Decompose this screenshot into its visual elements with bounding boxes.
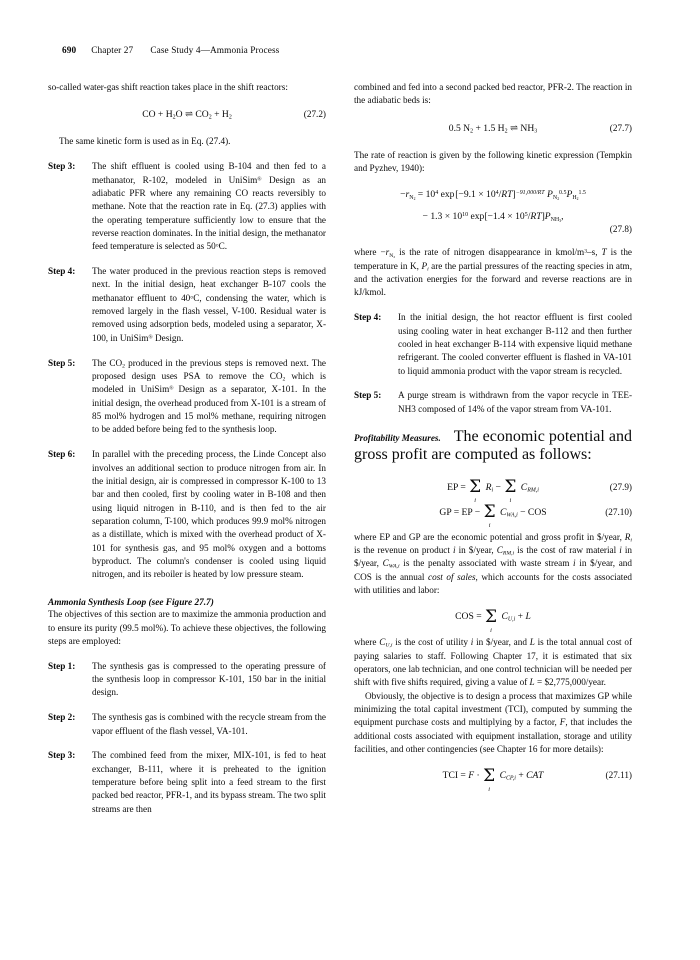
step-6-text: In parallel with the preceding process, the Linde Concept also involves an additional section to produce nitrogen from air. In the initial design, air is compressed in compressor K-100 to 13 bar and then cooled, first by cooling water in B-108 and then using liquid nitrogen in B-110, and is then fed to the air separation column, T-100, which produces 99.9 mol% nitrogen as a distillate, which is mixed with the overhead product of X-101 for synthesis gas, and 95 mol% oxygen and a bottoms byproduct. The column's condenser is cooled using liquid nitrogen, and its reboiler is heated by low pressure steam.	[92, 449, 326, 580]
loop-step-2-text: The synthesis gas is combined with the recycle stream from the vapor effluent of the flash vessel, VA-101.	[92, 712, 326, 736]
equation-cos-body: COS = Σ i $C_{U,i} + L$	[455, 607, 531, 635]
equation-27-8	[354, 187, 632, 234]
equation-27-10-number: (27.10)	[605, 506, 632, 517]
continuation-paragraph: combined and fed into a second packed bed reactor, PFR-2. The reaction in the adiabatic beds is:	[354, 82, 632, 106]
running-head	[62, 46, 652, 60]
step-6-label: Step 6:	[48, 449, 76, 460]
step-4	[48, 265, 326, 345]
right-step-4-text: In the initial design, the hot reactor effluent is first cooled using cooling water in heat exchanger B-112 and then further cooled in heat exchanger B-114 with expensive liquid methane refrigerant. The cooled converter effluent is flashed in VA-101 to liquid ammonia product with the vapor stream is recycled.	[398, 312, 632, 376]
two-column-body	[48, 81, 652, 816]
step-5-text: The $CO_2$ produced in the previous steps is removed next. The proposed design uses PSA to remove the $CO_2$ which is modeled in UniSim® Design as a separator, X-101. In the initial design, the overhead produced from X-101 is a stream of 85 mol% hydrogen and 15 mol% methane, requiring nitrogen to be added before being fed to the synthesis loop.	[92, 357, 327, 435]
equation-27-2-number: (27.2)	[303, 109, 326, 120]
loop-step-1-text: The synthesis gas is compressed to the operating pressure of the synthesis loop in compressor K-101, 150 bar in the initial design.	[92, 660, 326, 698]
section-heading-ammonia-synthesis-loop: Ammonia Synthesis Loop (see Figure 27.7)	[48, 598, 214, 609]
profitability-heading: Profitability Measures.	[354, 432, 441, 443]
equation-27-9-body: EP = Σ i $R_i$ − Σ i $C_{RM,i}$	[447, 477, 539, 505]
right-step-5	[354, 389, 632, 416]
equation-27-2-body: CO + $H_2O$ ⇌ $CO_2 + H_2$	[142, 109, 232, 121]
step-6	[48, 448, 326, 581]
equation-27-10-body: GP = EP − Σ i $C_{WA,i}$ − COS	[439, 502, 547, 530]
equation-27-11	[354, 766, 632, 794]
page-folio: 690	[62, 46, 77, 56]
section-intro: The objectives of this section are to maximize the ammonia production and to ensure its purity (99.5 mol%). To achieve these objectives, the following steps are employed:	[48, 609, 326, 646]
step-3-text: The shift effluent is cooled using B-104 and then fed to a methanator, R-102, modeled in UniSim® Design as an adiabatic PFR where any remaining CO reacts reversibly to methane. Note that the reaction rate in Eq. (27.3) applies with the operating temperature sufficiently low to ensure that the reverse reaction dominates. In the initial design, the methanator feed temperature is selected as 50°C.	[92, 161, 326, 252]
right-step-5-label: Step 5:	[354, 390, 382, 401]
objective-paragraph: Obviously, the objective is to design a process that maximizes GP while minimizing the total capital investment (TCI), computed by summing the equipment purchase costs and multiplying by a factor, F, that includes the additional costs associated with equipment installation, storage and utility facilities, and other contingencies (see Chapter 16 for more details):	[354, 690, 632, 755]
step-5	[48, 357, 326, 437]
where-cu-definition: where $C_{U,i}$ is the cost of utility i in $/year, and L is the total annual cost of paying salaries to staff. Following Chapter 17, it is estimated that six operators, one lab technician, and one control technician will be needed per shift with five shifts required, giving a value of L = $2,775,000/year.	[354, 637, 633, 688]
profitability-intro: The economic potential and gross profit are computed as follows:	[354, 427, 632, 463]
equation-cos	[354, 607, 632, 635]
rate-intro: The rate of reaction is given by the following kinetic expression (Tempkin and Pyzhev, 1940):	[354, 149, 632, 174]
where-rate-definition: where $-r_{N_2}$ is the rate of nitrogen disappearance in kmol/$m^3-s$, T is the temperature in K, $P_i$ are the partial pressures of the reacting species in atm, and the activation energies for the forward and reverse reactions are in kJ/kmol.	[354, 247, 632, 298]
equation-27-9	[354, 477, 632, 505]
equation-27-11-number: (27.11)	[605, 770, 632, 781]
equation-27-11-body: TCI = F · Σ i $C_{CP,i}$ + CAT	[442, 766, 544, 794]
step-5-label: Step 5:	[48, 357, 76, 368]
right-column	[354, 81, 632, 816]
loop-step-1	[48, 660, 326, 700]
equation-27-2	[48, 107, 326, 122]
loop-step-2	[48, 711, 326, 738]
equation-27-9-number: (27.9)	[609, 481, 632, 492]
step-4-text: The water produced in the previous reaction steps is removed next. In the initial design, heat exchanger B-107 cools the methanator effluent to 40°C, condensing the water, which is removed largely in the flash vessel, V-100. Residual water is removed using adsorption beds, modeled using a separator, X-100, in UniSim® Design.	[92, 266, 326, 343]
step-3-label: Step 3:	[48, 161, 76, 172]
equation-27-8-number: (27.8)	[609, 224, 632, 235]
equation-27-7-number: (27.7)	[609, 122, 632, 133]
chapter-title: Case Study 4—Ammonia Process	[150, 46, 280, 56]
step-3	[48, 160, 326, 253]
kinetic-note: The same kinetic form is used as in Eq. (27.4).	[59, 136, 231, 147]
equation-27-7-body: 0.5 $N_2 + 1.5$ $H_2$ ⇌ $NH_3$	[448, 122, 538, 135]
right-step-5-text: A purge stream is withdrawn from the vapor recycle in TEE-NH3 composed of 14% of the vapor stream from VA-101.	[398, 390, 632, 414]
equation-27-8-line2: − $1.3 \times 10^{10}$ $\exp[-1.4 \times 10^5/RT]P_{NH_3}$,	[422, 211, 564, 224]
right-step-4	[354, 311, 632, 378]
loop-step-1-label: Step 1:	[48, 660, 76, 671]
chapter-number: Chapter 27	[91, 46, 134, 56]
step-4-label: Step 4:	[48, 266, 76, 277]
left-column	[48, 81, 326, 816]
where-ep-gp-definition: where EP and GP are the economic potential and gross profit in $/year, $R_i$ is the revenue on product i in $/year, $C_{RM,i}$ is the cost of raw material i in $/year, $C_{WA,i}$ is the penalty associated with waste stream i in $/year, and COS is the annual cost of sales, which accounts for the costs associated with utilities and labor:	[354, 531, 632, 596]
equation-27-7	[354, 121, 632, 136]
equation-27-10	[354, 502, 632, 530]
intro-paragraph: so-called water-gas shift reaction takes place in the shift reactors:	[48, 82, 288, 92]
loop-step-3-text: The combined feed from the mixer, MIX-101, is fed to heat exchanger, B-111, where it is preheated to the ignition temperature before being split into a feed stream to the first packed bed reactor, PFR-1, and its bypass stream. The two split streams are then	[92, 750, 326, 814]
loop-step-3	[48, 749, 326, 816]
loop-step-3-label: Step 3:	[48, 750, 76, 761]
equation-27-8-line1: $-r_{N_2} = 10^4$ exp $[-9.1 \times 10^4/RT]^{-91,000/RT}$ $P_{N_2}^{0.5}P_{H_2}^{1.5}$	[400, 189, 586, 202]
loop-step-2-label: Step 2:	[48, 712, 76, 723]
right-step-4-label: Step 4:	[354, 312, 382, 323]
